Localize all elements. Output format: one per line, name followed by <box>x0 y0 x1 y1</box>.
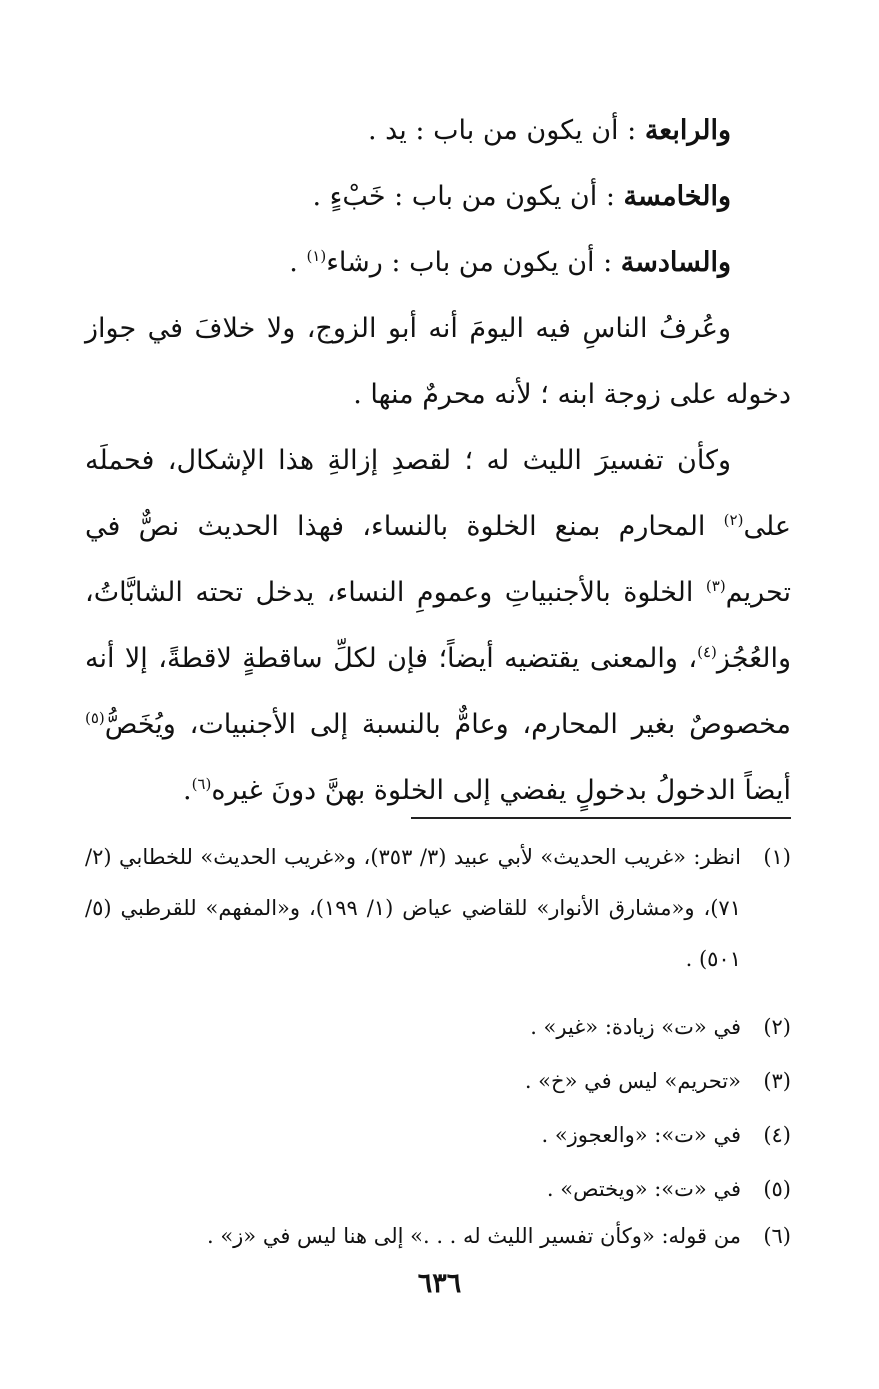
footnote-text: انظر: «غريب الحديث» لأبي عبيد (٣/ ٣٥٣)، و«غريب الحديث» للخطابي (٢/ ٧١)، و«مشارق الأنوار» للقاضي عياض (١/ ١٩٩)، و«المفهم» للقرطبي (٥/ ٥٠١) . <box>85 845 741 971</box>
list-item-label: والرابعة <box>644 115 731 146</box>
main-text <box>85 98 791 824</box>
footnotes <box>85 832 791 1250</box>
list-item-label: والسادسة <box>620 247 731 278</box>
footnote-text: في «ت» زيادة: «غير» . <box>530 1015 741 1039</box>
footnote-text: في «ت»: «ويختص» . <box>546 1177 741 1201</box>
footnote-number: (٣) <box>763 1069 791 1093</box>
footnote-5 <box>85 1175 791 1203</box>
paragraph-text: . <box>182 775 192 806</box>
list-item-text: : أن يكون من باب : رشاء <box>326 247 613 278</box>
footnote-reference[interactable]: (٥) <box>85 709 105 727</box>
footnote-2 <box>85 1013 791 1041</box>
footnote-number: (٥) <box>763 1177 791 1201</box>
list-item-text: : أن يكون من باب : يد . <box>367 115 637 146</box>
paragraph-text: وكأن تفسيرَ الليث له ؛ لقصدِ إزالةِ هذا الإشكال، فحملَه على <box>85 445 791 542</box>
footnote-reference[interactable]: (٢) <box>723 511 744 529</box>
list-item-fifth <box>85 164 791 230</box>
list-item-end: . <box>289 247 298 278</box>
paragraph-text: أيضاً الدخولُ بدخولٍ يفضي إلى الخلوة بهنَّ دونَ غيره <box>211 775 791 806</box>
paragraph-text: المحارم بمنع الخلوة بالنساء، فهذا الحديث نصٌّ في تحريم <box>85 511 791 608</box>
footnote-number: (٦) <box>763 1224 791 1248</box>
footnote-4 <box>85 1121 791 1149</box>
footnote-reference[interactable]: (٣) <box>705 577 726 595</box>
page-number: ٦٣٦ <box>417 1268 462 1299</box>
footnote-reference[interactable]: (٤) <box>697 643 717 661</box>
footnote-text: من قوله: «وكأن تفسير الليث له . . .» إلى هنا ليس في «ز» . <box>206 1224 741 1248</box>
paragraph-text: الخلوة بالأجنبياتِ وعمومِ النساء، يدخل تحته الشابَّاتُ، والعُجُز <box>85 577 791 674</box>
footnote-number: (٢) <box>763 1015 791 1039</box>
list-item-label: والخامسة <box>623 181 731 212</box>
footnote-number: (٤) <box>763 1123 791 1147</box>
footnote-divider <box>411 817 791 819</box>
footnote-reference[interactable]: (٦) <box>191 775 212 793</box>
paragraph-father-in-law: وعُرفُ الناسِ فيه اليومَ أنه أبو الزوج، ولا خلافَ في جواز دخوله على زوجة ابنه ؛ لأنه محرمٌ منها . <box>85 313 791 410</box>
footnote-text: «تحريم» ليس في «خ» . <box>524 1069 741 1093</box>
list-item-text: : أن يكون من باب : خَبْءٍ . <box>312 181 615 212</box>
footnote-6 <box>85 1222 791 1250</box>
paragraph-layth-interpretation <box>85 428 791 824</box>
footnote-reference[interactable]: (١) <box>306 247 327 265</box>
footnote-text: في «ت»: «والعجوز» . <box>541 1123 741 1147</box>
list-item-fourth <box>85 98 791 164</box>
footnote-number: (١) <box>763 845 791 869</box>
footnote-1 <box>85 832 791 985</box>
paragraph-text: ، والمعنى يقتضيه أيضاً؛ فإن لكلِّ ساقطةٍ لاقطةً، إلا أنه مخصوصٌ بغير المحارم، وعامٌّ بالنسبة إلى الأجنبيات، ويُخَصُّ <box>85 643 791 740</box>
footnote-3 <box>85 1067 791 1095</box>
list-item-sixth <box>85 230 791 296</box>
